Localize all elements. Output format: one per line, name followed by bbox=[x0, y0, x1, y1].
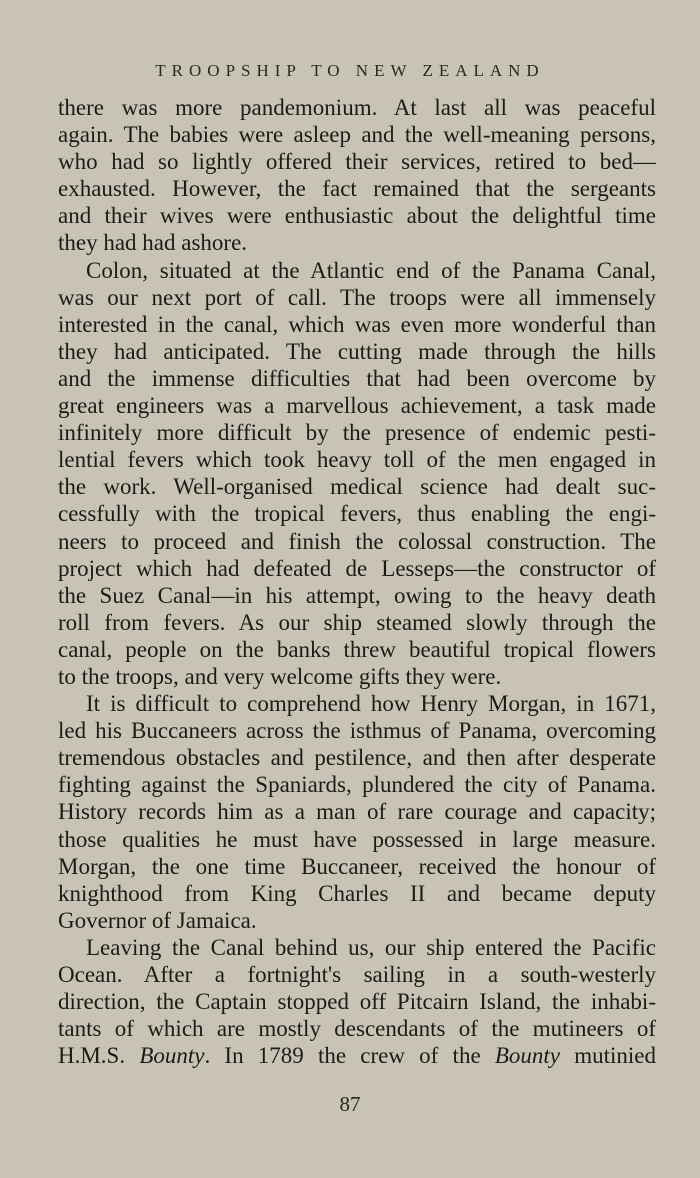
text-line: and the immense difficulties that had been overcome by bbox=[58, 365, 656, 391]
running-head: TROOPSHIP TO NEW ZEALAND bbox=[155, 61, 545, 80]
text-line: infinitely more difficult by the presence of endemic pesti- bbox=[58, 420, 656, 446]
page-number: 87 bbox=[339, 1092, 361, 1116]
text-line: great engineers was a marvellous achievement, a task made bbox=[58, 393, 656, 419]
text-line: the Suez Canal—in his attempt, owing to the heavy death bbox=[58, 582, 656, 608]
text-line: fighting against the Spaniards, plundered the city of Panama. bbox=[58, 772, 656, 798]
text-line: to the troops, and very welcome gifts they were. bbox=[58, 663, 502, 689]
text-line: the work. Well-organised medical science had dealt suc- bbox=[58, 474, 656, 500]
text-line: It is difficult to comprehend how Henry Morgan, in 1671, bbox=[86, 691, 656, 717]
text-line: and their wives were enthusiastic about the delightful time bbox=[58, 203, 656, 229]
text-line: project which had defeated de Lesseps—the constructor of bbox=[58, 555, 656, 581]
text-line: knighthood from King Charles II and became deputy bbox=[58, 880, 656, 906]
text-line: lential fevers which took heavy toll of the men engaged in bbox=[58, 447, 656, 473]
text-line: direction, the Captain stopped off Pitcairn Island, the inhabi- bbox=[58, 989, 656, 1015]
text-line: tremendous obstacles and pestilence, and then after desperate bbox=[58, 745, 656, 771]
text-line: neers to proceed and finish the colossal construction. The bbox=[58, 528, 656, 554]
text-line: who had so lightly offered their services, retired to bed— bbox=[58, 149, 656, 175]
text-line: exhausted. However, the fact remained that the sergeants bbox=[58, 176, 656, 202]
text-line: they had anticipated. The cutting made through the hills bbox=[58, 338, 656, 364]
text-line: led his Buccaneers across the isthmus of Panama, overcoming bbox=[58, 718, 656, 744]
text-line: tants of which are mostly descendants of the mutineers of bbox=[58, 1016, 656, 1042]
text-line: interested in the canal, which was even more wonderful than bbox=[58, 311, 656, 337]
text-line: Governor of Jamaica. bbox=[58, 907, 257, 933]
text-line: History records him as a man of rare courage and capacity; bbox=[58, 799, 656, 825]
text-line: there was more pandemonium. At last all was peaceful bbox=[58, 95, 656, 120]
text-line: was our next port of call. The troops were all immensely bbox=[58, 284, 656, 310]
text-line: Morgan, the one time Buccaneer, received the honour of bbox=[58, 853, 656, 879]
text-line: Colon, situated at the Atlantic end of the Panama Canal, bbox=[86, 257, 656, 283]
text-line: roll from fevers. As our ship steamed slowly through the bbox=[58, 609, 656, 635]
text-line: again. The babies were asleep and the well-meaning persons, bbox=[58, 122, 656, 148]
text-line: those qualities he must have possessed in large measure. bbox=[58, 826, 656, 852]
text-line: cessfully with the tropical fevers, thus enabling the engi- bbox=[58, 501, 656, 527]
text-line: Ocean. After a fortnight's sailing in a south-westerly bbox=[58, 962, 656, 987]
text-line: H.M.S. Bounty. In 1789 the crew of the Bounty mutinied bbox=[58, 1043, 656, 1069]
text-line: canal, people on the banks threw beautiful tropical flowers bbox=[58, 636, 656, 662]
text-line: Leaving the Canal behind us, our ship entered the Pacific bbox=[86, 934, 656, 960]
body-text bbox=[58, 94, 656, 1069]
text-line: they had had ashore. bbox=[58, 230, 248, 256]
